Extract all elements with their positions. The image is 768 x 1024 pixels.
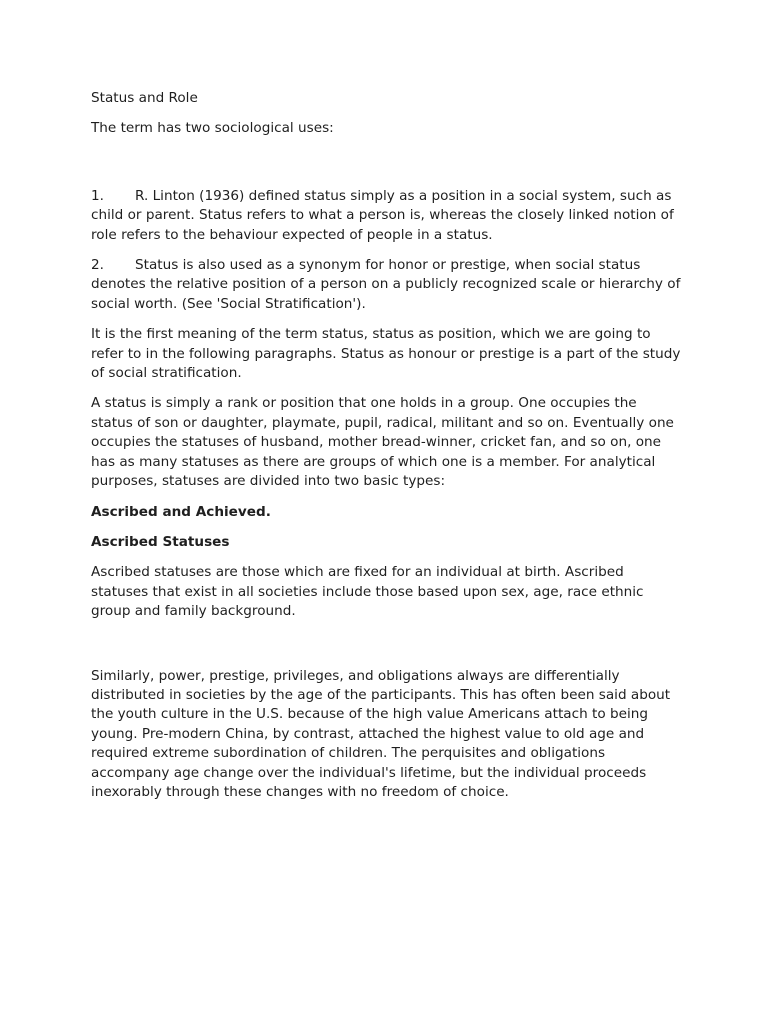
- item-number: 2.: [91, 257, 104, 274]
- spacer: [91, 139, 681, 187]
- paragraph-ascribed-definition: Ascribed statuses are those which are fixed for an individual at birth. Ascribed statuses that exist in all societies include those based upon sex, age, race ethnic group and family background.: [91, 564, 644, 620]
- spacer: [91, 622, 681, 667]
- heading-ascribed-statuses: Ascribed Statuses: [91, 533, 230, 550]
- numbered-item-2: [91, 256, 681, 314]
- paragraph-status-meaning: It is the first meaning of the term status, status as position, which we are going to refer to in the following paragraphs. Status as honour or prestige is a part of the study of social stratification.: [91, 326, 681, 382]
- document-title: Status and Role: [91, 90, 198, 106]
- item-text: R. Linton (1936) defined status simply as a position in a social system, such as child or parent. Status refers to what a person is, whereas the closely linked notion of role refers to the behaviour expected of people in a status.: [91, 187, 674, 243]
- paragraph-status-rank: A status is simply a rank or position that one holds in a group. One occupies the status of son or daughter, playmate, pupil, radical, militant and so on. Eventually one occupies the statuses of husband, mother bread-winner, cricket fan, and so on, one has as many statuses as there are groups of which one is a member. For analytical purposes, statuses are divided into two basic types:: [91, 395, 674, 490]
- document-page: [91, 89, 681, 802]
- intro-paragraph: The term has two sociological uses:: [91, 120, 334, 137]
- heading-ascribed-achieved: Ascribed and Achieved.: [91, 503, 271, 520]
- item-number: 1.: [91, 187, 104, 204]
- numbered-item-1: [91, 187, 681, 245]
- item-text: Status is also used as a synonym for honor or prestige, when social status denotes the relative position of a person on a publicly recognized scale or hierarchy of social worth. (See 'Social Stratification').: [91, 257, 681, 312]
- paragraph-age-distribution: Similarly, power, prestige, privileges, and obligations always are differentially distributed in societies by the age of the participants. This has often been said about the youth culture in the U.S. because of the high value Americans attach to being young. Pre-modern China, by contrast, attached the highest value to old age and required extreme subordination of children. The perquisites and obligations accompany age change over the individual's lifetime, but the individual proceeds inexorably through these changes with no freedom of choice.: [91, 667, 671, 800]
